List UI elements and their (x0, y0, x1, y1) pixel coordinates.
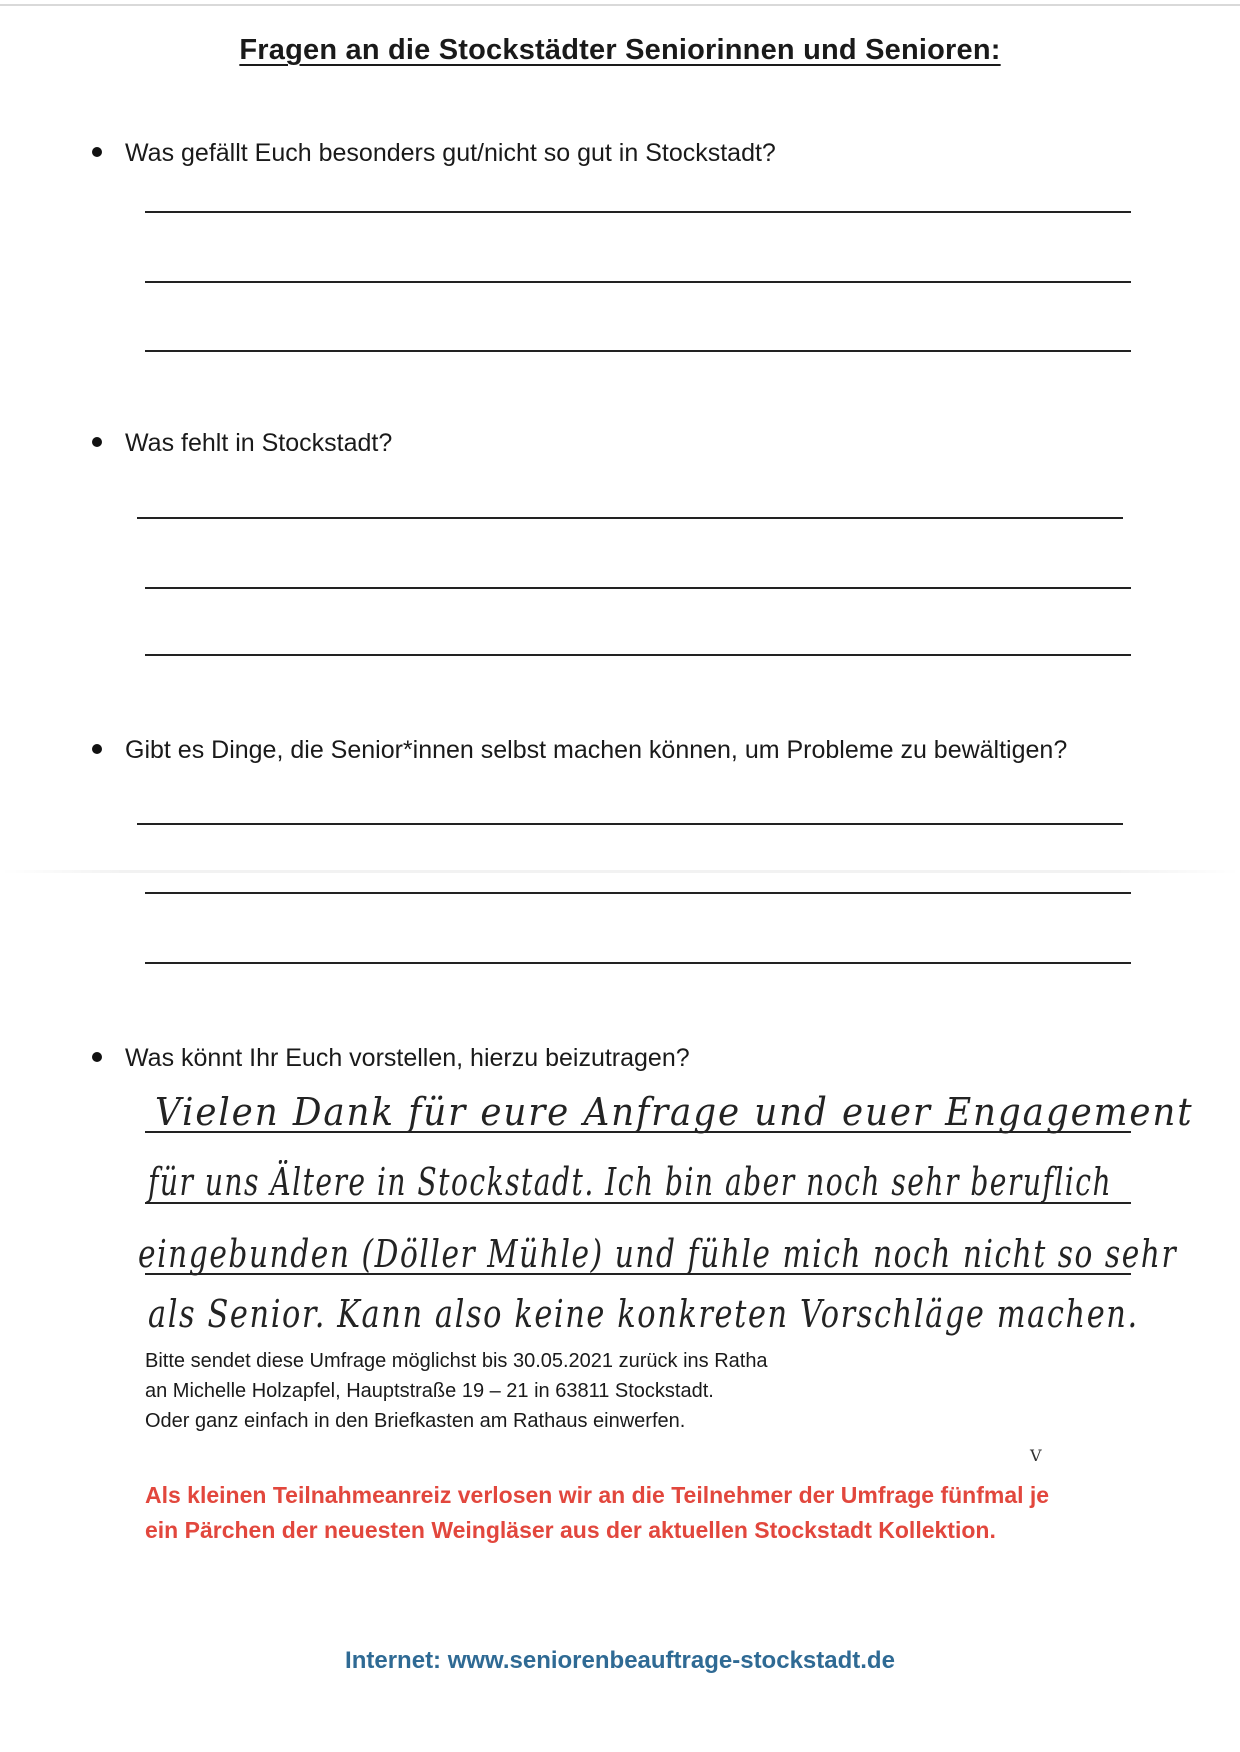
question-3-text: Gibt es Dinge, die Senior*innen selbst machen können, um Probleme zu bewältigen? (125, 736, 1068, 764)
internet-link[interactable]: Internet: www.seniorenbeauftrage-stockstadt.de (345, 1647, 895, 1674)
answer-line-2c[interactable] (145, 654, 1131, 656)
question-1-text: Was gefällt Euch besonders gut/nicht so gut in Stockstadt? (125, 139, 776, 167)
handwritten-answer-line-1: Vielen Dank für eure Anfrage und euer Engagement (155, 1090, 1194, 1134)
return-info-line-2: an Michelle Holzapfel, Hauptstraße 19 – 21 in 63811 Stockstadt. (145, 1380, 714, 1402)
answer-line-1b[interactable] (145, 281, 1131, 283)
incentive-text (145, 1478, 1049, 1548)
incentive-line-1: Als kleinen Teilnahmeanreiz verlosen wir an die Teilnehmer der Umfrage fünfmal je (145, 1482, 1050, 1508)
page-title: Fragen an die Stockstädter Seniorinnen und Senioren: (239, 34, 1001, 66)
answer-line-3c[interactable] (145, 962, 1131, 964)
answer-line-3a[interactable] (137, 823, 1123, 825)
return-info (145, 1346, 768, 1436)
handwritten-answer-line-3: eingebunden (Döller Mühle) und fühle mich noch nicht so sehr (138, 1232, 1178, 1276)
question-2 (92, 428, 392, 458)
answer-line-2a[interactable] (137, 517, 1123, 519)
handwritten-answer-line-4: als Senior. Kann also keine konkreten Vorschläge machen. (148, 1292, 1139, 1336)
scan-edge (0, 4, 1240, 6)
return-info-line-1: Bitte sendet diese Umfrage möglichst bis 30.05.2021 zurück ins Ratha (145, 1350, 768, 1372)
question-2-text: Was fehlt in Stockstadt? (125, 429, 393, 457)
question-4-text: Was könnt Ihr Euch vorstellen, hierzu beizutragen? (125, 1044, 690, 1072)
handwritten-answer-line-2: für uns Ältere in Stockstadt. Ich bin aber noch sehr beruflich (148, 1160, 1113, 1204)
return-info-line-3: Oder ganz einfach in den Briefkasten am Rathaus einwerfen. (145, 1410, 686, 1432)
bullet-icon (92, 437, 102, 447)
question-4 (92, 1043, 690, 1073)
paper-fold (0, 870, 1240, 873)
question-3 (92, 735, 1067, 765)
question-1 (92, 138, 776, 168)
answer-line-2b[interactable] (145, 587, 1131, 589)
small-mark: V (1030, 1446, 1042, 1465)
incentive-line-2: ein Pärchen der neuesten Weingläser aus der aktuellen Stockstadt Kollektion. (145, 1517, 996, 1543)
answer-line-1a[interactable] (145, 211, 1131, 213)
bullet-icon (92, 1052, 102, 1062)
bullet-icon (92, 147, 102, 157)
answer-line-1c[interactable] (145, 350, 1131, 352)
answer-line-3b[interactable] (145, 892, 1131, 894)
bullet-icon (92, 744, 102, 754)
